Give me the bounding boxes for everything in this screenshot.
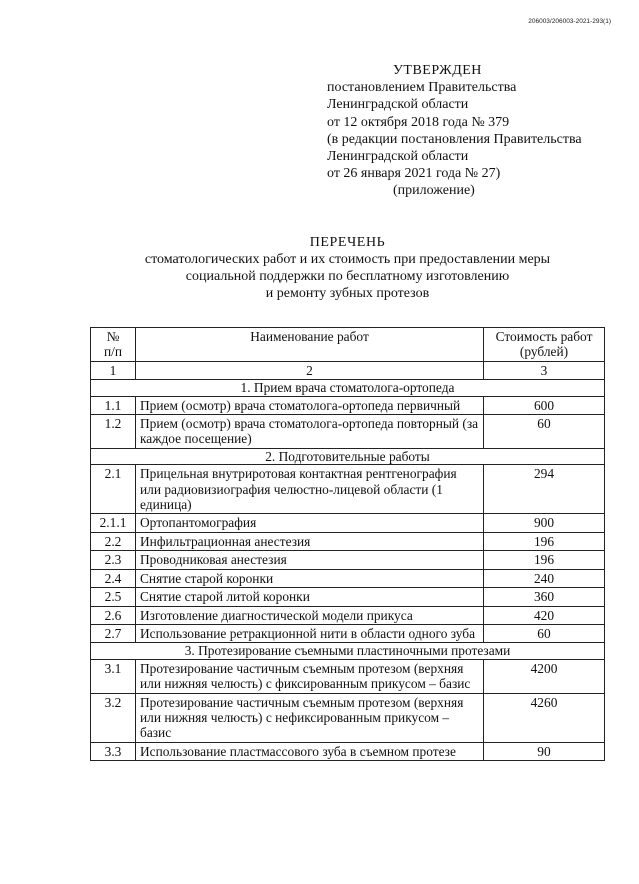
row-name: Прием (осмотр) врача стоматолога-ортопеда повторный (за каждое посещение) — [136, 415, 484, 449]
row-price: 90 — [484, 742, 605, 760]
row-number: 2.7 — [91, 624, 136, 642]
header-num: № п/п — [91, 328, 136, 362]
row-number: 1.2 — [91, 415, 136, 449]
row-price: 360 — [484, 588, 605, 606]
document-heading — [90, 234, 605, 302]
row-price: 294 — [484, 465, 605, 514]
row-price: 240 — [484, 569, 605, 587]
row-number: 2.4 — [91, 569, 136, 587]
row-price: 900 — [484, 514, 605, 532]
row-number: 3.2 — [91, 693, 136, 742]
row-name: Проводниковая анестезия — [136, 551, 484, 569]
table-header-row — [91, 328, 605, 362]
row-price: 60 — [484, 624, 605, 642]
heading-title: ПЕРЕЧЕНЬ — [309, 235, 386, 250]
heading-line: стоматологических работ и их стоимость при предоставлении меры — [144, 252, 551, 267]
row-price: 4200 — [484, 659, 605, 693]
row-name: Использование пластмассового зуба в съемном протезе — [136, 742, 484, 760]
header-price: Стоимость работ (рублей) — [484, 328, 605, 362]
approval-line: (в редакции постановления Правительства — [327, 131, 582, 147]
table-row — [91, 588, 605, 606]
row-number: 2.2 — [91, 532, 136, 550]
section-title: 2. Подготовительные работы — [91, 448, 605, 464]
approval-block — [327, 62, 582, 200]
table-row — [91, 396, 605, 414]
column-number: 2 — [136, 361, 484, 379]
row-name: Снятие старой коронки — [136, 569, 484, 587]
row-price: 600 — [484, 396, 605, 414]
row-name: Прицельная внутриротовая контактная рентгенография или радиовизиография челюстно-лицевой области (1 единица) — [136, 465, 484, 514]
row-number: 2.5 — [91, 588, 136, 606]
table-row — [91, 569, 605, 587]
row-name: Протезирование частичным съемным протезом (верхняя или нижняя челюсть) с фиксированным прикусом – базис — [136, 659, 484, 693]
table-row — [91, 659, 605, 693]
section-row — [91, 643, 605, 659]
table-row — [91, 532, 605, 550]
header-name: Наименование работ — [136, 328, 484, 362]
row-number: 2.1.1 — [91, 514, 136, 532]
column-numbers-row — [91, 361, 605, 379]
row-price: 420 — [484, 606, 605, 624]
price-table — [90, 327, 605, 761]
table-row — [91, 415, 605, 449]
heading-line: и ремонту зубных протезов — [265, 286, 430, 301]
row-number: 2.3 — [91, 551, 136, 569]
row-name: Протезирование частичным съемным протезом (верхняя или нижняя челюсть) с нефиксированным прикусом – базис — [136, 693, 484, 742]
row-name: Изготовление диагностической модели прикуса — [136, 606, 484, 624]
section-title: 3. Протезирование съемными пластиночными протезами — [91, 643, 605, 659]
column-number: 3 — [484, 361, 605, 379]
row-number: 1.1 — [91, 396, 136, 414]
approval-line: Ленинградской области — [327, 149, 469, 165]
row-name: Снятие старой литой коронки — [136, 588, 484, 606]
row-name: Ортопантомография — [136, 514, 484, 532]
row-number: 2.1 — [91, 465, 136, 514]
table-row — [91, 551, 605, 569]
approval-line: от 26 января 2021 года № 27) — [327, 166, 501, 182]
approval-line: Ленинградской области — [327, 97, 469, 113]
row-name: Прием (осмотр) врача стоматолога-ортопеда первичный — [136, 396, 484, 414]
row-price: 196 — [484, 532, 605, 550]
approval-title: УТВЕРЖДЕН — [393, 63, 482, 78]
row-name: Использование ретракционной нити в области одного зуба — [136, 624, 484, 642]
row-price: 196 — [484, 551, 605, 569]
table-row — [91, 606, 605, 624]
heading-line: социальной поддержки по бесплатному изготовлению — [185, 269, 510, 284]
approval-line: от 12 октября 2018 года № 379 — [327, 114, 510, 130]
document-id: 206003/206003-2021-293(1) — [528, 18, 611, 25]
table-row — [91, 514, 605, 532]
approval-appendix: (приложение) — [393, 183, 475, 199]
row-price: 4260 — [484, 693, 605, 742]
section-row — [91, 448, 605, 464]
row-name: Инфильтрационная анестезия — [136, 532, 484, 550]
row-number: 3.3 — [91, 742, 136, 760]
table-row — [91, 742, 605, 760]
table-row — [91, 465, 605, 514]
row-number: 2.6 — [91, 606, 136, 624]
table-row — [91, 693, 605, 742]
column-number: 1 — [91, 361, 136, 379]
approval-line: постановлением Правительства — [327, 80, 517, 96]
row-price: 60 — [484, 415, 605, 449]
section-row — [91, 380, 605, 396]
table-row — [91, 624, 605, 642]
section-title: 1. Прием врача стоматолога-ортопеда — [91, 380, 605, 396]
row-number: 3.1 — [91, 659, 136, 693]
